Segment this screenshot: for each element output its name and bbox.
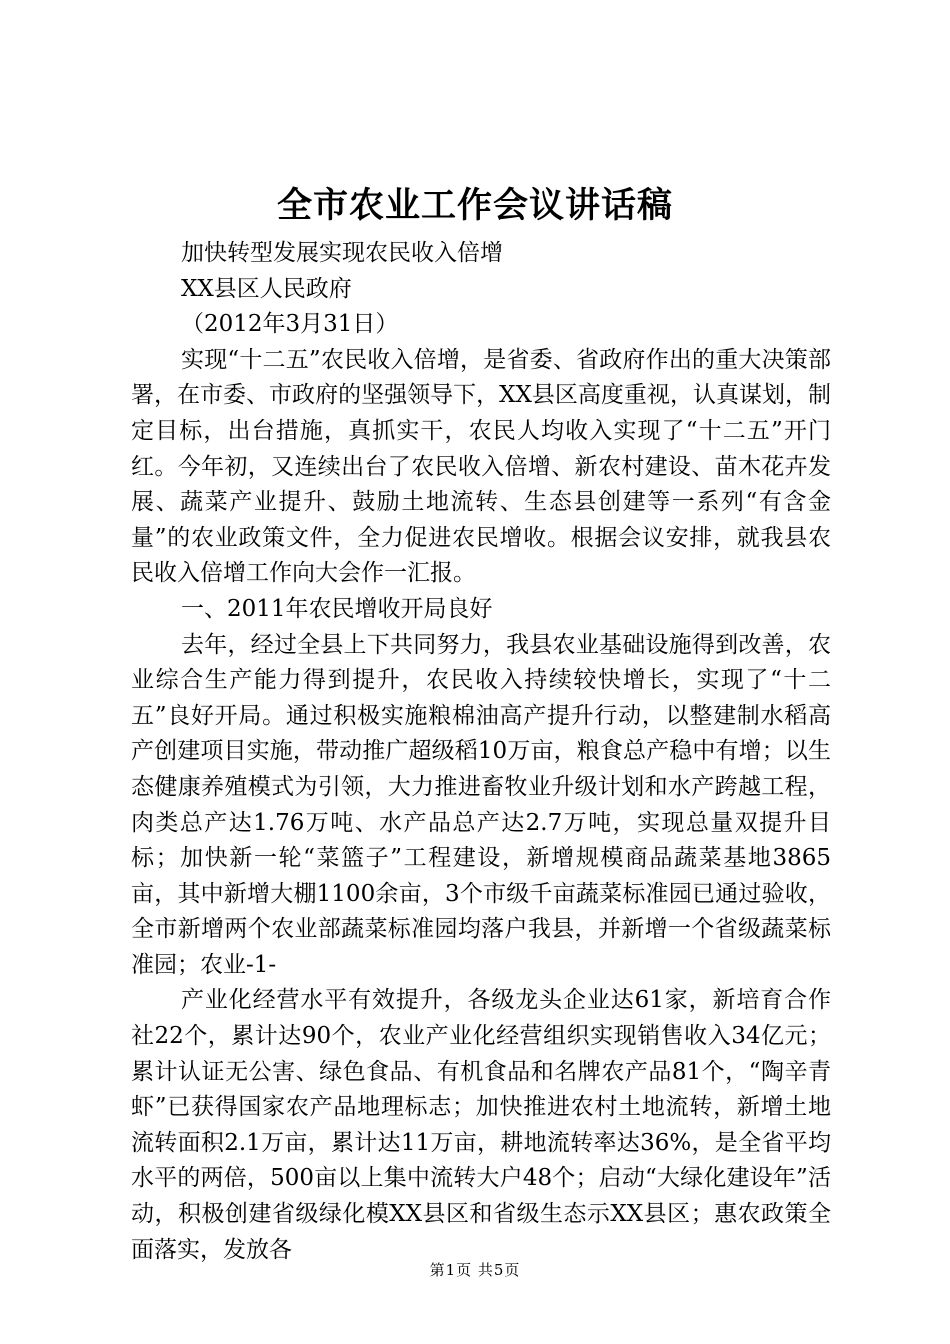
date-paragraph: （2012年3月31日） — [181, 311, 399, 338]
body-paragraph: 产业化经营水平有效提升，各级龙头企业达61家，新培育合作社22个，累计达90个，农业产业化经营组织实现销售收入34亿元；累计认证无公害、绿色食品、有机食品和名牌农产品81个，“陶辛青虾”已获得国家农产品地理标志；加快推进农村土地流转，新增土地流转面积2.1万亩，累计达11万亩，耕地流转率达36%，是全省平均水平的两倍，500亩以上集中流转大户48个；启动“大绿化建设年”活动，积极创建省级绿化模XX县区和省级生态示XX县区；惠农政策全面落实，发放各 — [131, 987, 831, 1263]
subtitle-paragraph: 加快转型发展实现农民收入倍增 — [181, 240, 503, 266]
author-paragraph: XX县区人民政府 — [181, 275, 352, 302]
body-paragraph: 去年，经过全县上下共同努力，我县农业基础设施得到改善，农业综合生产能力得到提升，农民收入持续较快增长，实现了“十二五”良好开局。通过积极实施粮棉油高产提升行动，以整建制水稻高产创建项目实施，带动推广超级稻10万亩，粮食总产稳中有增；以生态健康养殖模式为引领，大力推进畜牧业升级计划和水产跨越工程，肉类总产达1.76万吨、水产品总产达2.7万吨，实现总量双提升目标；加快新一轮“菜篮子”工程建设，新增规模商品蔬菜基地3865亩，其中新增大棚1100余亩，3个市级千亩蔬菜标准园已通过验收，全市新增两个农业部蔬菜标准园均落户我县，并新增一个省级蔬菜标准园；农业-1- — [131, 631, 831, 978]
document-title: 全市农业工作会议讲话稿 — [276, 186, 673, 226]
section-heading: 一、2011年农民增收开局良好 — [181, 595, 493, 622]
body-paragraph: 实现“十二五”农民收入倍增，是省委、省政府作出的重大决策部署，在市委、市政府的坚强领导下，XX县区高度重视，认真谋划，制定目标，出台措施，真抓实干，农民人均收入实现了“十二五”开门红。今年初，又连续出台了农民收入倍增、新农村建设、苗木花卉发展、蔬菜产业提升、鼓励土地流转、生态县创建等一系列“有含金量”的农业政策文件，全力促进农民增收。根据会议安排，就我县农民收入倍增工作向大会作一汇报。 — [131, 346, 831, 587]
page-footer: 第1页 共5页 — [429, 1261, 521, 1279]
document-body — [131, 236, 831, 1268]
